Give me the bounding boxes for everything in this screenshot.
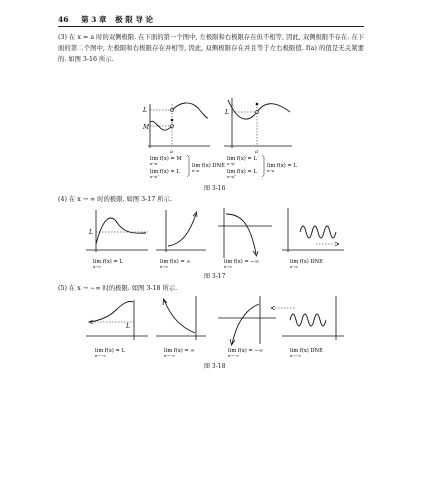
chapter-label: 第 3 章 <box>81 15 107 24</box>
figure-3-17-caption: 图 3-17 <box>204 273 226 280</box>
section4-paragraph: (4) 在 x → ∞ 时的极限. 如图 3-17 所示. <box>58 196 172 203</box>
fig16-result-sub: x→a <box>192 169 200 173</box>
section5-paragraph: (5) 在 x → −∞ 时的极限. 如图 3-18 所示. <box>58 285 178 292</box>
fig16-label-a: a <box>170 149 173 155</box>
fig18-panel2 <box>156 296 206 358</box>
fig16b-lim-left-sub: x→a⁻ <box>227 162 237 166</box>
fig16b-lim-left: lim f(x) = L <box>227 156 257 162</box>
fig18-lim-2-sub: x→−∞ <box>164 354 176 358</box>
fig18-panel3 <box>218 296 276 358</box>
fig18-panel1 <box>86 300 148 358</box>
fig16b-result-sub: x→a <box>267 169 275 173</box>
fig17-label-L: L <box>89 229 93 236</box>
figure-3-18-caption: 图 3-18 <box>204 363 226 370</box>
fig16-lim-left-sub: x→a⁻ <box>150 162 160 166</box>
fig18-lim-3: lim f(x) = −∞ <box>228 348 264 354</box>
fig16-label-M: M <box>143 124 150 131</box>
fig16-result: lim f(x) DNE <box>192 163 225 169</box>
fig17-lim-1-sub: x→∞ <box>93 265 102 269</box>
fig16b-label-L: L <box>225 109 229 116</box>
fig17-lim-3: lim f(x) = −∞ <box>224 259 260 265</box>
figure-3-16-caption: 图 3-16 <box>204 185 226 192</box>
fig16b-lim-right-sub: x→a⁺ <box>227 175 237 179</box>
fig18-lim-1: lim f(x) = L <box>95 348 125 354</box>
chapter-title: 极 限 导 论 <box>115 15 153 24</box>
fig18-lim-4: lim f(x) DNE <box>290 348 323 354</box>
fig18-lim-2: lim f(x) = ∞ <box>164 348 195 354</box>
fig18-lim-3-sub: x→−∞ <box>228 354 240 358</box>
page-number: 46 <box>58 15 69 24</box>
fig18-panel4 <box>271 296 344 358</box>
fig16-lim-right: lim f(x) = L <box>150 169 180 175</box>
fig18-label-L: L <box>126 323 130 330</box>
fig16-lim-left: lim f(x) = M <box>150 156 182 162</box>
fig17-lim-2: lim f(x) = ∞ <box>160 259 191 265</box>
fig17-lim-4: lim f(x) DNE <box>290 259 323 265</box>
fig18-lim-4-sub: x→−∞ <box>290 354 302 358</box>
fig17-lim-3-sub: x→∞ <box>224 265 233 269</box>
fig16-label-L: L <box>143 107 147 114</box>
section3-paragraph: (3) 在 x = a 时的双侧极限. 在下面的第一个图中, 左极限和右极限存在但不相等, 因此, 双侧极限不存在. 在下面的第二个图中, 左极限和右极限存在并相等, 因此, 双侧极限存在并且等于左右极限值. f(a) 的值是无关紧要的. 如图 3-16 所示. <box>58 34 364 63</box>
fig17-lim-1: lim f(x) = L <box>93 259 123 265</box>
fig16-lim-right-sub: x→a⁺ <box>150 175 160 179</box>
fig16b-label-a: a <box>255 149 258 155</box>
fig18-lim-1-sub: x→−∞ <box>95 354 107 358</box>
fig16b-result: lim f(x) = L <box>267 163 297 169</box>
fig17-lim-4-sub: x→∞ <box>290 265 299 269</box>
fig17-lim-2-sub: x→∞ <box>160 265 169 269</box>
fig16b-lim-right: lim f(x) = L <box>227 169 257 175</box>
